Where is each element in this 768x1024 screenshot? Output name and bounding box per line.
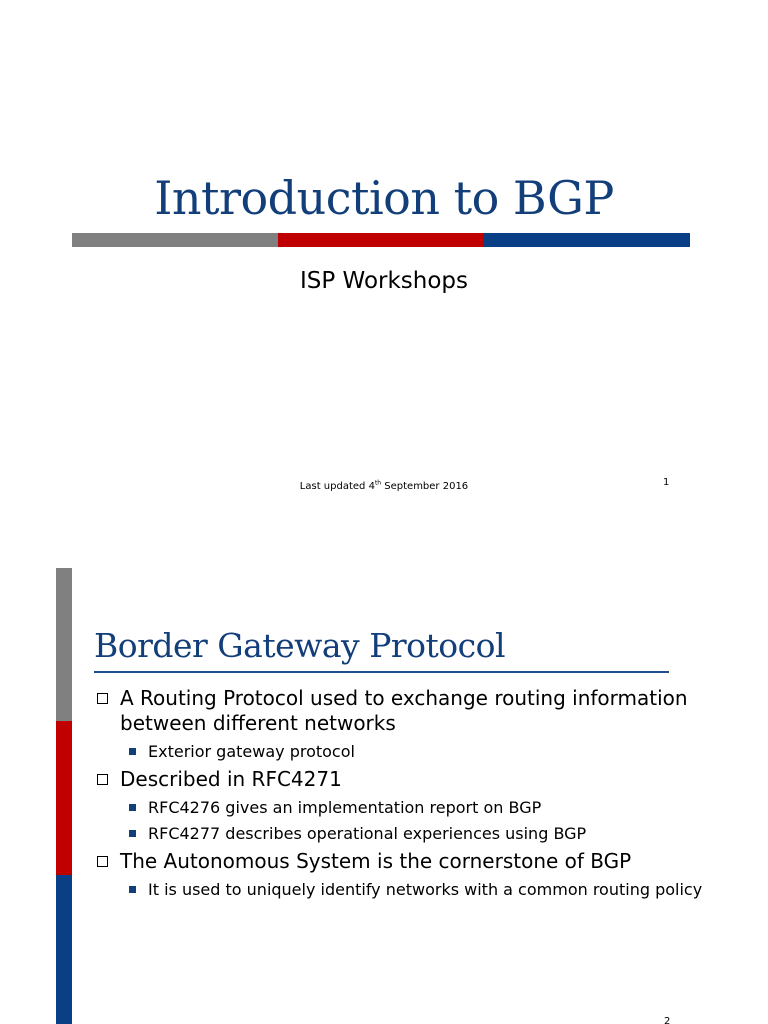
sub-bullet-item bbox=[148, 741, 708, 763]
title-color-bar bbox=[72, 233, 690, 247]
bullet-text: A Routing Protocol used to exchange routing information between different networks bbox=[120, 686, 688, 735]
color-bar-blue bbox=[484, 233, 690, 247]
slide-1-page-number: 1 bbox=[663, 477, 670, 488]
bullet-list bbox=[0, 686, 768, 905]
hollow-square-bullet-icon bbox=[97, 774, 108, 785]
slide-1-title: Introduction to BGP bbox=[154, 171, 614, 225]
filled-square-bullet-icon bbox=[129, 804, 136, 811]
sub-bullet-text: RFC4276 gives an implementation report on BGP bbox=[148, 798, 542, 817]
slide-2-page-number: 2 bbox=[664, 1016, 671, 1024]
sub-bullet-item bbox=[148, 823, 708, 845]
last-updated-text bbox=[0, 480, 768, 494]
bullet-item bbox=[120, 849, 718, 874]
hollow-square-bullet-icon bbox=[97, 693, 108, 704]
filled-square-bullet-icon bbox=[129, 886, 136, 893]
slide-1-subtitle: ISP Workshops bbox=[299, 268, 469, 294]
title-underline bbox=[94, 671, 669, 673]
last-updated-ordinal: th bbox=[374, 479, 382, 487]
last-updated-prefix: Last updated 4 bbox=[299, 481, 375, 492]
bullet-item bbox=[120, 767, 718, 792]
hollow-square-bullet-icon bbox=[97, 856, 108, 867]
color-bar-red bbox=[278, 233, 484, 247]
last-updated-suffix: September 2016 bbox=[381, 481, 469, 492]
color-bar-gray bbox=[72, 233, 278, 247]
sub-bullet-text: RFC4277 describes operational experiences using BGP bbox=[148, 824, 587, 843]
bullet-text: The Autonomous System is the cornerstone of BGP bbox=[120, 849, 632, 873]
sub-bullet-text: It is used to uniquely identify networks with a common routing policy bbox=[148, 880, 703, 899]
bullet-item bbox=[120, 686, 718, 736]
slide-2 bbox=[0, 512, 768, 1024]
sub-bullet-item bbox=[148, 879, 708, 901]
sub-bullet-text: Exterior gateway protocol bbox=[148, 742, 355, 761]
bullet-text: Described in RFC4271 bbox=[120, 767, 342, 791]
filled-square-bullet-icon bbox=[129, 830, 136, 837]
sub-bullet-item bbox=[148, 797, 708, 819]
slide-2-title: Border Gateway Protocol bbox=[94, 626, 506, 665]
filled-square-bullet-icon bbox=[129, 748, 136, 755]
